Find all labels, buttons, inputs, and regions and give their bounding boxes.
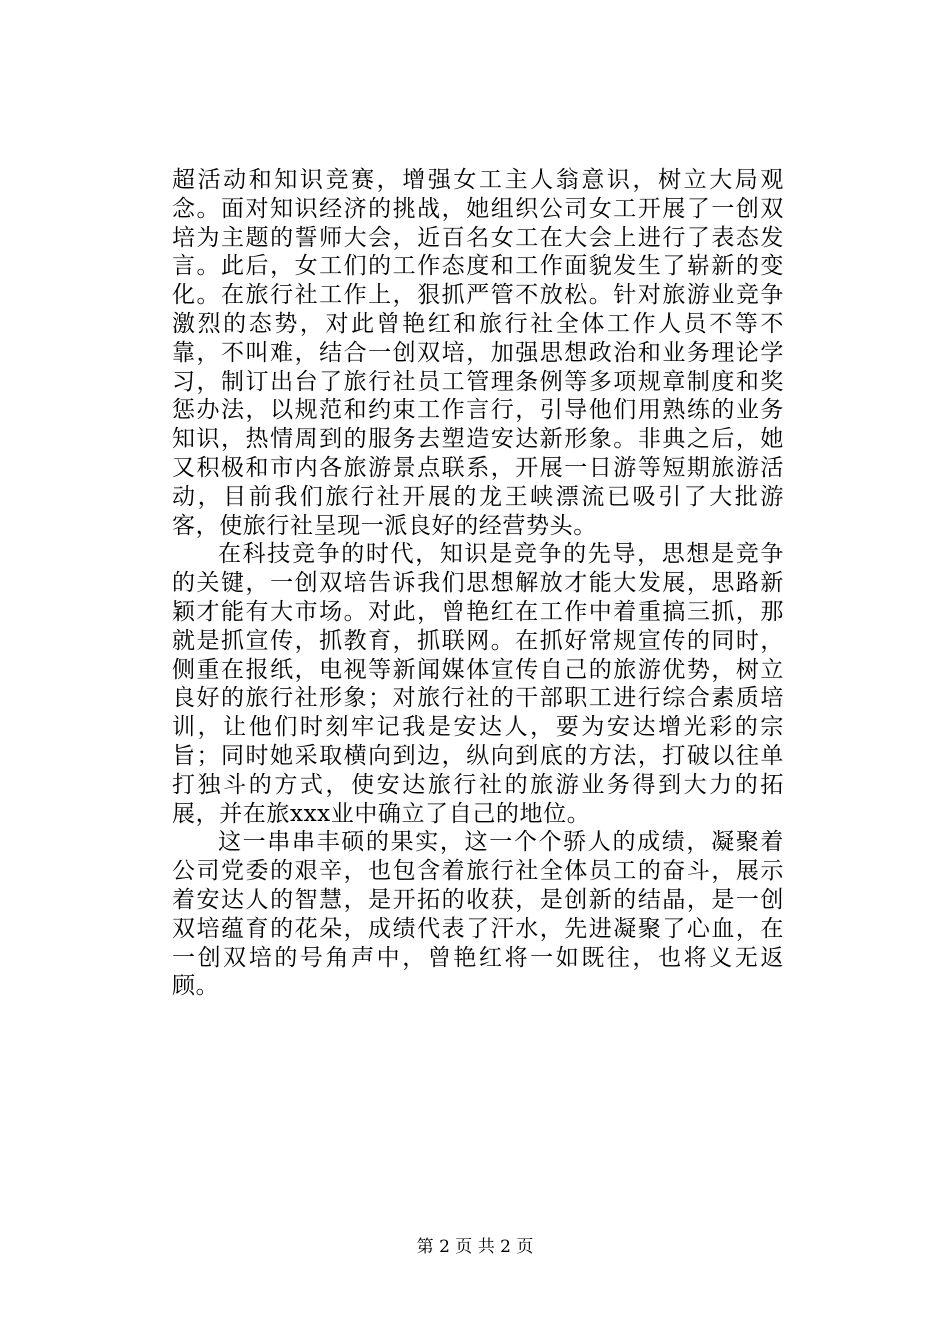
page-number-footer: 第 2 页 共 2 页 [416, 1237, 534, 1257]
document-body [172, 166, 784, 1001]
paragraph-technology-competition: 在科技竞争的时代，知识是竞争的先导，思想是竞争的关键，一创双培告诉我们思想解放才能大发展，思路新颖才能有大市场。对此，曾艳红在工作中着重搞三抓，那就是抓宣传，抓教育，抓联网。在抓好常规宣传的同时，侧重在报纸，电视等新闻媒体宣传自己的旅游优势，树立良好的旅行社形象；对旅行社的干部职工进行综合素质培训，让他们时刻牢记我是安达人，要为安达增光彩的宗旨；同时她采取横向到边，纵向到底的方法，打破以往单打独斗的方式，使安达旅行社的旅游业务得到大力的拓展，并在旅xxx业中确立了自己的地位。 [172, 541, 784, 827]
paragraph-continued: 超活动和知识竞赛，增强女工主人翁意识，树立大局观念。面对知识经济的挑战，她组织公司女工开展了一创双培为主题的誓师大会，近百名女工在大会上进行了表态发言。此后，女工们的工作态度和工作面貌发生了崭新的变化。在旅行社工作上，狠抓严管不放松。针对旅游业竞争激烈的态势，对此曾艳红和旅行社全体工作人员不等不靠，不叫难，结合一创双培，加强思想政治和业务理论学习，制订出台了旅行社员工管理条例等多项规章制度和奖惩办法，以规范和约束工作言行，引导他们用熟练的业务知识，热情周到的服务去塑造安达新形象。非典之后，她又积极和市内各旅游景点联系，开展一日游等短期旅游活动，目前我们旅行社开展的龙王峡漂流已吸引了大批游客，使旅行社呈现一派良好的经营势头。 [172, 167, 784, 539]
paragraph-conclusion: 这一串串丰硕的果实，这一个个骄人的成绩，凝聚着公司党委的艰辛，也包含着旅行社全体员工的奋斗，展示着安达人的智慧，是开拓的收获，是创新的结晶，是一创双培蕴育的花朵，成绩代表了汗水，先进凝聚了心血，在一创双培的号角声中，曾艳红将一如既往，也将义无返顾。 [172, 829, 784, 1000]
